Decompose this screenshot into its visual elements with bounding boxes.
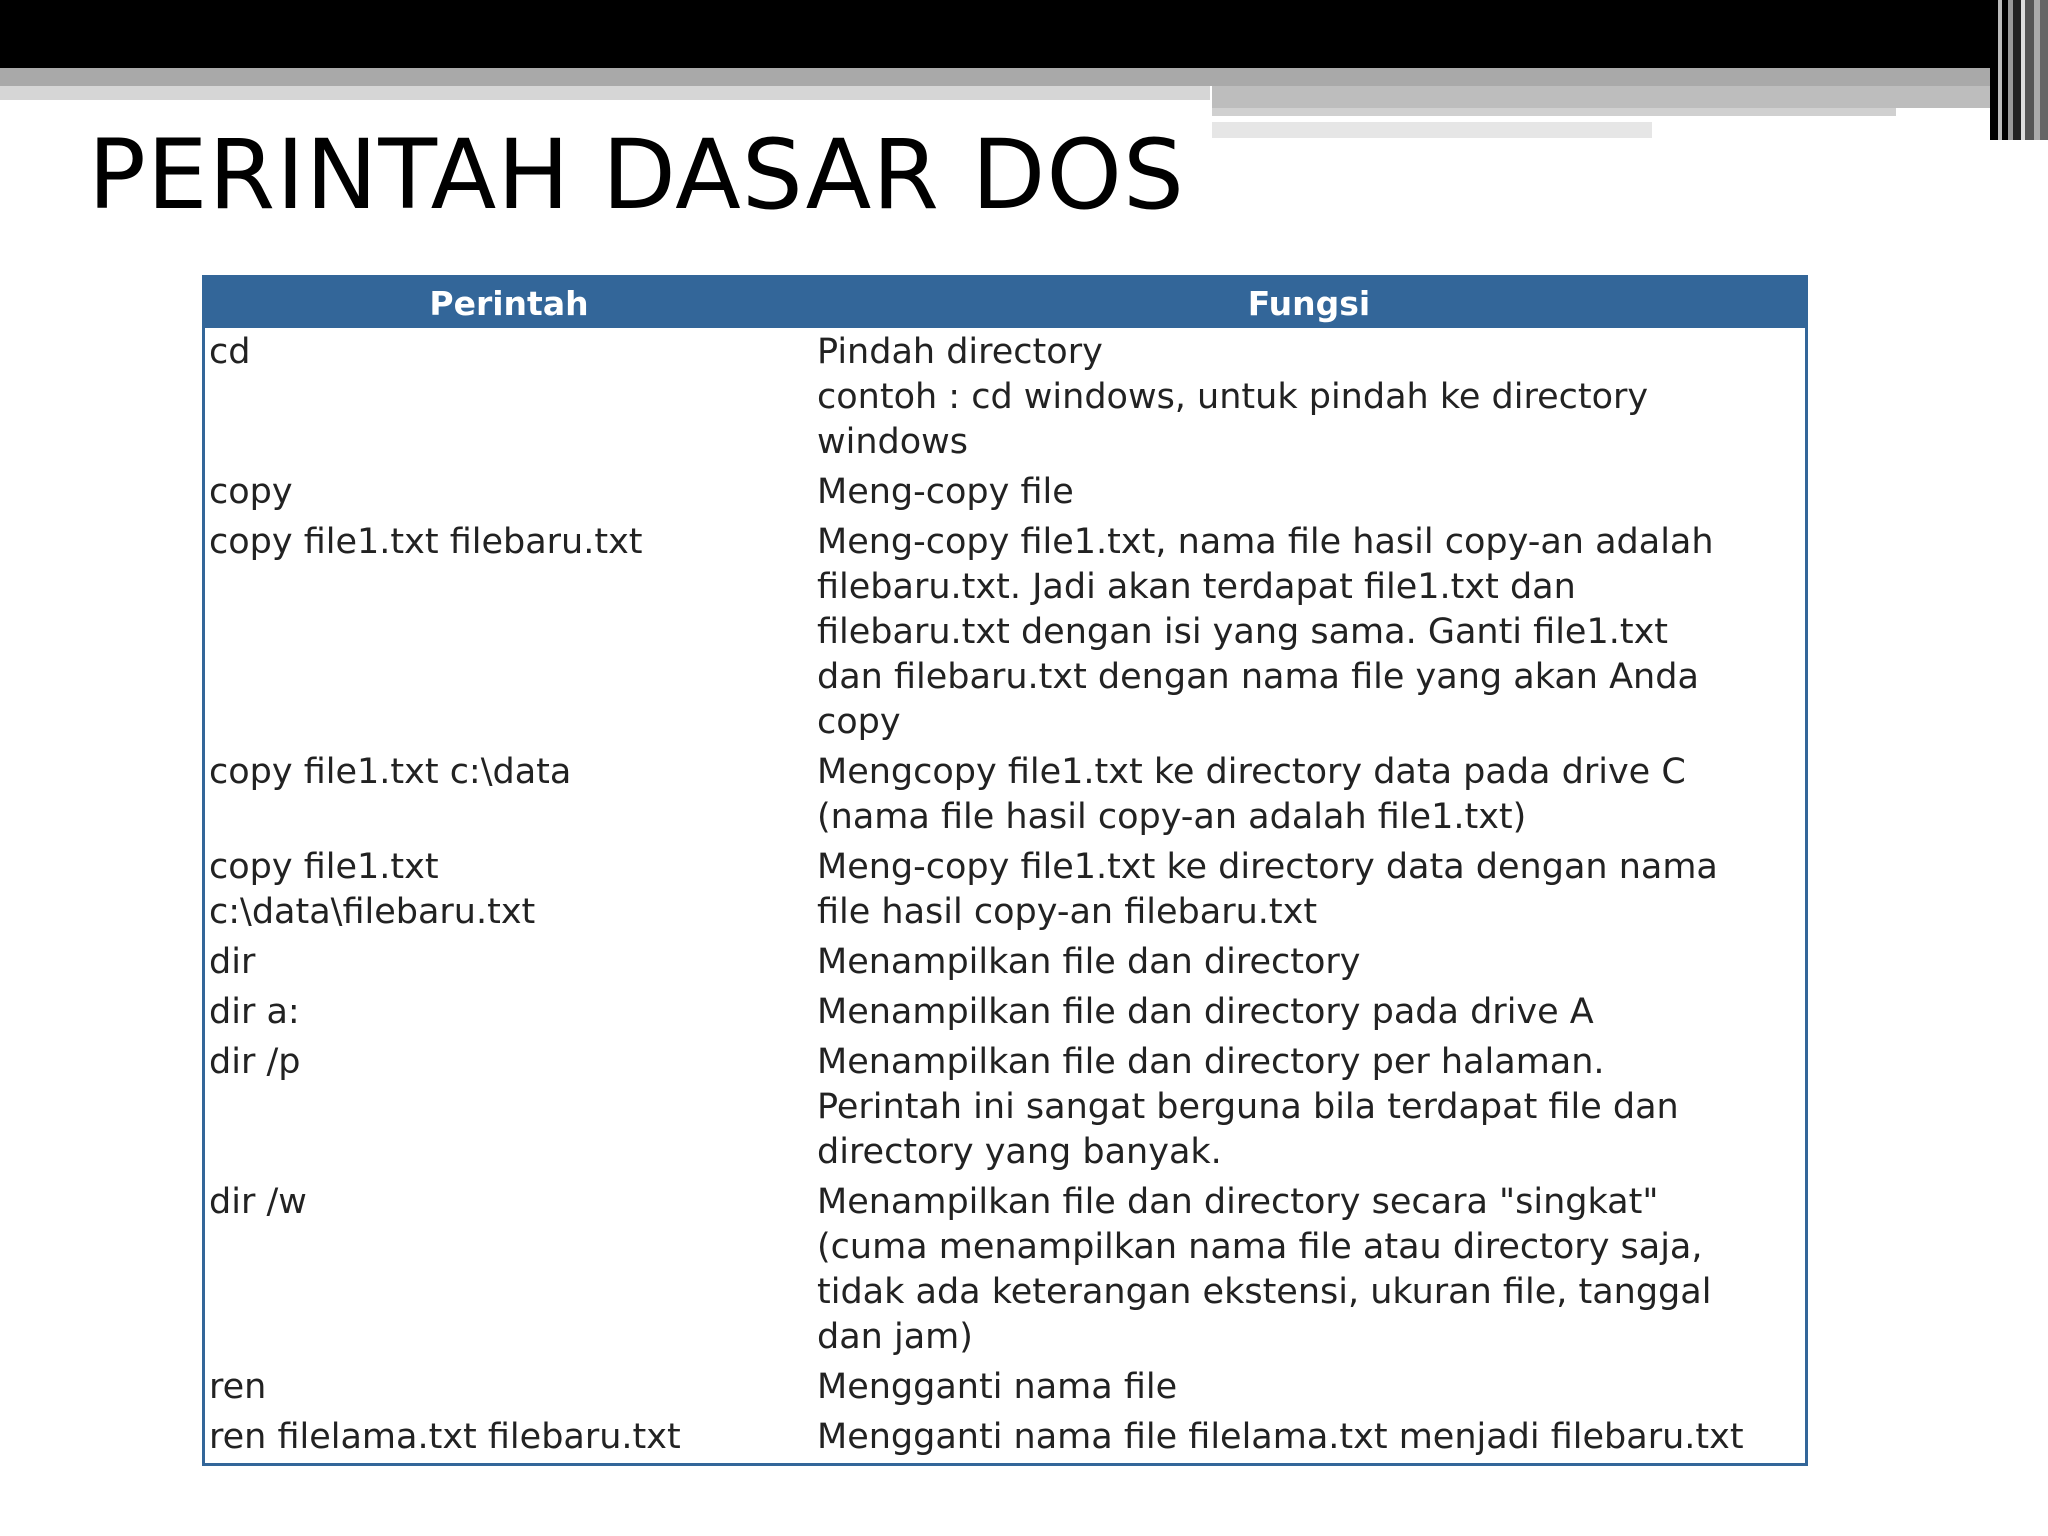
command-cell: dir /p xyxy=(209,1042,301,1082)
command-cell: copy xyxy=(209,472,293,512)
command-cell: dir xyxy=(209,942,256,982)
function-cell: Menampilkan file dan directory xyxy=(817,942,1361,982)
function-cell: Mengganti nama file xyxy=(817,1367,1178,1407)
table-row xyxy=(205,518,1805,748)
command-cell: copy file1.txt filebaru.txt xyxy=(209,522,643,562)
command-cell: dir a: xyxy=(209,992,300,1032)
top-grey-bar-light xyxy=(0,86,1210,100)
command-cell: ren xyxy=(209,1367,267,1407)
function-cell: Mengganti nama file filelama.txt menjadi filebaru.txt xyxy=(817,1417,1744,1457)
header-function: Fungsi xyxy=(813,278,1805,328)
header-command: Perintah xyxy=(205,278,813,328)
table-row xyxy=(205,468,1805,518)
table-row xyxy=(205,988,1805,1038)
function-cell: Meng-copy file xyxy=(817,472,1074,512)
table-row xyxy=(205,938,1805,988)
page-title: PERINTAH DASAR DOS xyxy=(88,119,1185,231)
command-cell: dir /w xyxy=(209,1182,307,1222)
top-black-bar xyxy=(0,0,2048,68)
top-grey-bar-right xyxy=(1212,86,1990,108)
top-grey-bar-thin xyxy=(1212,108,1896,116)
command-cell: ren filelama.txt filebaru.txt xyxy=(209,1417,681,1457)
table-row xyxy=(205,328,1805,468)
function-cell: Pindah directory contoh : cd windows, untuk pindah ke directory windows xyxy=(817,332,1649,462)
top-grey-bar-faint xyxy=(1212,122,1652,138)
function-cell: Menampilkan file dan directory pada drive A xyxy=(817,992,1594,1032)
command-cell: cd xyxy=(209,332,251,372)
dos-commands-table xyxy=(202,275,1808,1466)
corner-stripes xyxy=(1990,0,2048,140)
function-cell: Meng-copy file1.txt, nama file hasil copy-an adalah filebaru.txt. Jadi akan terdapat file1.txt dan filebaru.txt dengan isi yang sama. Ganti file1.txt dan filebaru.txt dengan nama file yang akan Anda copy xyxy=(817,522,1714,742)
table-row xyxy=(205,1178,1805,1363)
table-row xyxy=(205,1363,1805,1413)
table-row xyxy=(205,1038,1805,1178)
function-cell: Menampilkan file dan directory secara "singkat" (cuma menampilkan nama file atau directory saja, tidak ada keterangan ekstensi, ukuran file, tanggal dan jam) xyxy=(817,1182,1712,1357)
function-cell: Menampilkan file dan directory per halaman. Perintah ini sangat berguna bila terdapat file dan directory yang banyak. xyxy=(817,1042,1679,1172)
top-grey-bar xyxy=(0,68,1990,86)
table-row xyxy=(205,748,1805,843)
table-header-row xyxy=(205,278,1805,328)
command-cell: copy file1.txt c:\data xyxy=(209,752,572,792)
command-cell: copy file1.txt c:\data\filebaru.txt xyxy=(209,847,536,932)
table-row xyxy=(205,1413,1805,1463)
function-cell: Mengcopy file1.txt ke directory data pada drive C (nama file hasil copy-an adalah file1.txt) xyxy=(817,752,1686,837)
function-cell: Meng-copy file1.txt ke directory data dengan nama file hasil copy-an filebaru.txt xyxy=(817,847,1718,932)
table-row xyxy=(205,843,1805,938)
